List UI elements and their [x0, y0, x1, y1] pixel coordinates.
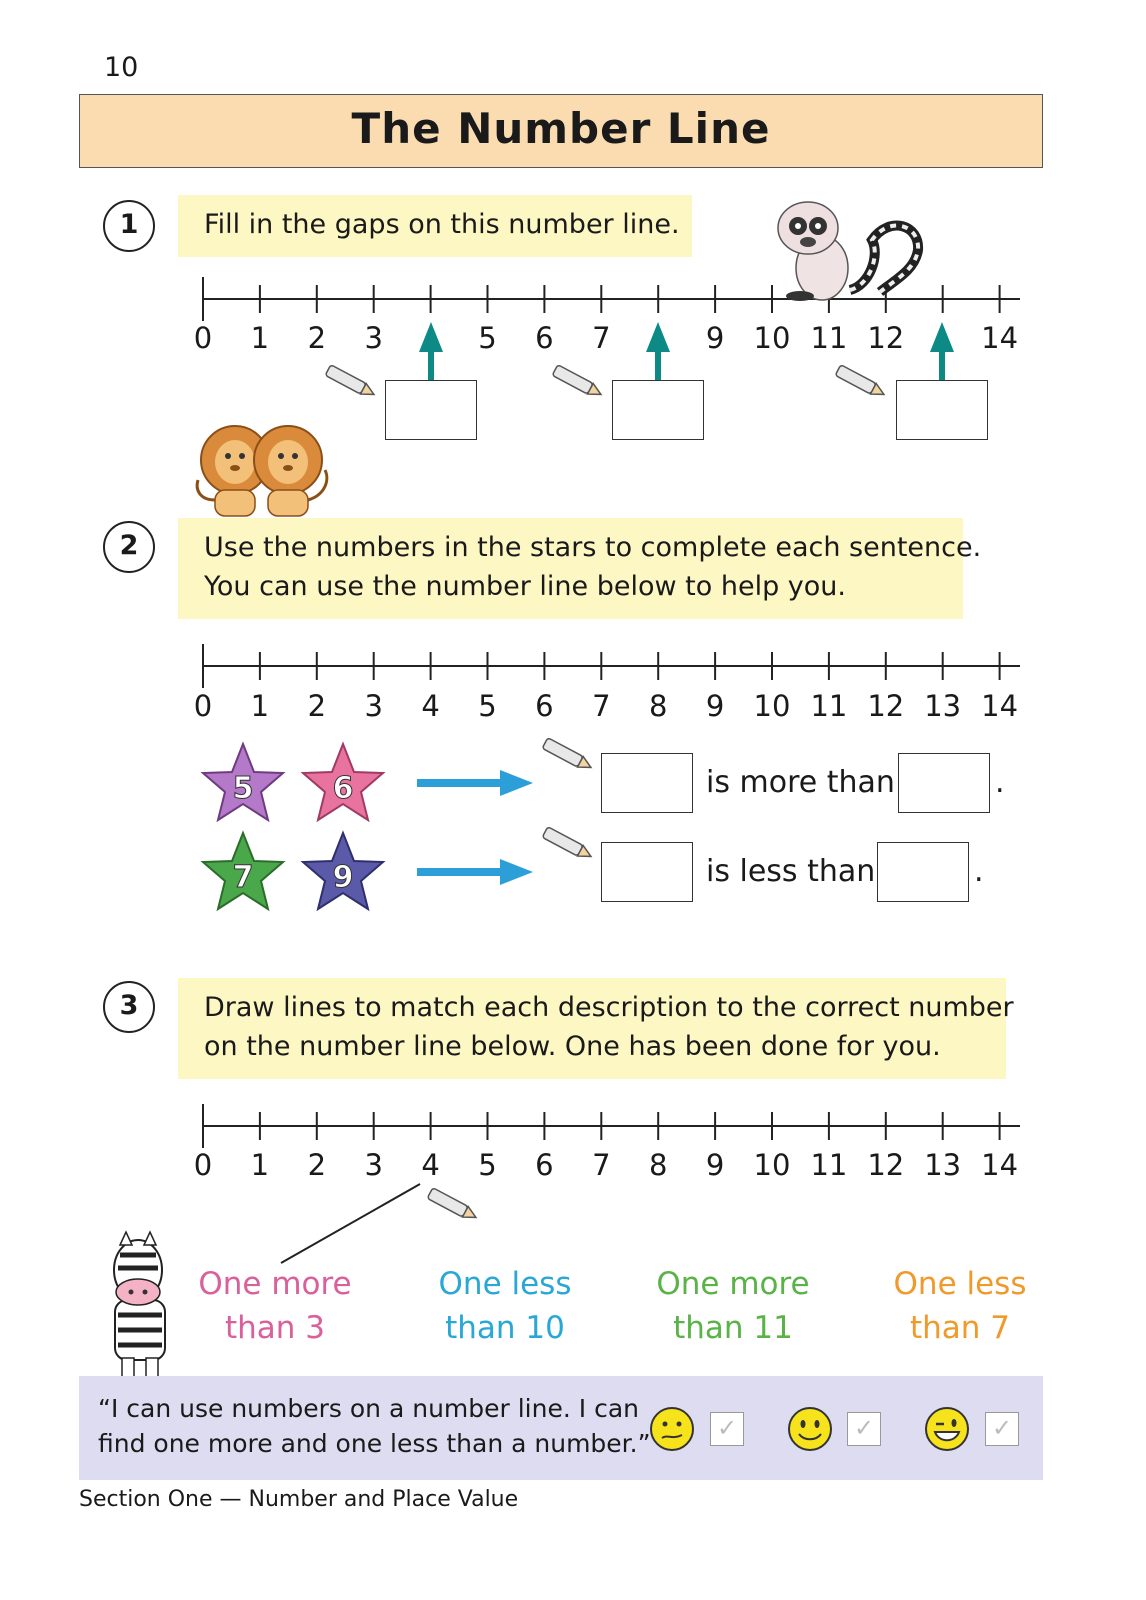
question-1-number: 1 — [103, 200, 155, 252]
tick-label: 2 — [307, 689, 327, 723]
more-than-box-2[interactable] — [898, 753, 990, 813]
tick-label: 0 — [193, 321, 213, 355]
tick-label: 3 — [364, 1148, 383, 1182]
tick-label: 0 — [193, 689, 213, 723]
tick-label: 8 — [648, 689, 668, 723]
description-line: than 3 — [224, 1310, 326, 1346]
star-label: 9 — [332, 860, 354, 895]
gap-arrow-3 — [930, 322, 954, 380]
description-line: than 7 — [909, 1310, 1011, 1346]
lion-icon — [197, 426, 327, 516]
tick-label: 9 — [705, 689, 725, 723]
tick-label: 0 — [193, 1148, 213, 1182]
pencil-icon — [542, 738, 594, 773]
tick-label: 7 — [592, 689, 611, 723]
star-7 — [203, 833, 283, 909]
tick-box-1[interactable]: ✓ — [710, 1412, 744, 1446]
pencil-icon — [552, 365, 604, 400]
stars-layer — [195, 740, 395, 920]
tick-label: 11 — [810, 689, 848, 723]
description-one-less-than-7[interactable] — [850, 1262, 1070, 1350]
tick-label: 9 — [705, 1148, 725, 1182]
page-number: 10 — [104, 52, 139, 83]
less-than-box-1[interactable] — [601, 842, 693, 902]
less-than-box-2[interactable] — [877, 842, 969, 902]
description-line: One more — [198, 1266, 352, 1302]
unsure-face-icon — [648, 1405, 708, 1455]
tick-label: 11 — [810, 1148, 848, 1182]
quote-line-2: find one more and one less than a number.” — [98, 1429, 651, 1458]
gap-answer-box-1[interactable] — [385, 380, 477, 440]
more-than-box-1[interactable] — [601, 753, 693, 813]
description-one-more-than-3[interactable] — [165, 1262, 385, 1350]
tick-label: 4 — [421, 1148, 440, 1182]
tick-label: 1 — [250, 321, 270, 355]
tick-label: 6 — [535, 689, 554, 723]
more-than-text: is more than — [706, 765, 895, 800]
tick-label: 1 — [250, 1148, 270, 1182]
sentence-end-2: . — [974, 854, 984, 889]
tick-label: 13 — [924, 1148, 962, 1182]
star-label: 5 — [232, 771, 254, 806]
gap-arrow-1 — [419, 322, 443, 380]
description-line: One more — [656, 1266, 810, 1302]
lemur-icon — [778, 202, 918, 301]
tick-label: 7 — [592, 321, 611, 355]
section-footer: Section One — Number and Place Value — [79, 1487, 519, 1512]
tick-label: 5 — [478, 689, 497, 723]
gap-answer-box-2[interactable] — [612, 380, 704, 440]
tick-label: 1 — [250, 689, 270, 723]
question-3-instruction — [178, 978, 1014, 1079]
star-9 — [303, 833, 383, 909]
less-than-text: is less than — [706, 854, 876, 889]
wink-face-icon — [923, 1405, 983, 1455]
tick-label: 3 — [364, 689, 383, 723]
tick-label: 2 — [307, 1148, 327, 1182]
star-6 — [303, 744, 383, 820]
pencil-icon — [542, 827, 594, 862]
tick-label: 9 — [705, 321, 725, 355]
question-3-text-line-1: Draw lines to match each description to the correct number — [204, 992, 1014, 1023]
description-one-less-than-10[interactable] — [395, 1262, 615, 1350]
question-3-number: 3 — [103, 981, 155, 1033]
star-5 — [203, 744, 283, 820]
star-label: 7 — [232, 860, 254, 895]
tick-label: 6 — [535, 1148, 554, 1182]
question-2-text-line-1: Use the numbers in the stars to complete each sentence. — [204, 532, 982, 563]
tick-label: 8 — [648, 1148, 668, 1182]
number-line-2 — [203, 644, 1020, 688]
arrow-right-icon — [417, 770, 533, 796]
number-line-3 — [203, 1104, 1020, 1148]
question-3-text-line-2: on the number line below. One has been done for you. — [204, 1031, 941, 1062]
tick-label: 12 — [867, 689, 905, 723]
tick-label: 5 — [478, 321, 497, 355]
smile-face-icon — [786, 1405, 846, 1455]
tick-box-2[interactable]: ✓ — [847, 1412, 881, 1446]
tick-box-3[interactable]: ✓ — [985, 1412, 1019, 1446]
description-line: One less — [438, 1266, 572, 1302]
tick-label: 10 — [753, 321, 791, 355]
pencil-icon — [835, 365, 887, 400]
pencil-icon — [325, 365, 377, 400]
tick-label: 2 — [307, 321, 327, 355]
zebra-icon — [114, 1232, 165, 1388]
star-label: 6 — [332, 771, 354, 806]
tick-label: 12 — [867, 321, 905, 355]
tick-label: 14 — [981, 689, 1019, 723]
description-line: One less — [893, 1266, 1027, 1302]
tick-label: 14 — [981, 1148, 1019, 1182]
tick-label: 13 — [924, 689, 962, 723]
question-2-number: 2 — [103, 521, 155, 573]
question-2-instruction — [178, 518, 982, 619]
question-1-text: Fill in the gaps on this number line. — [204, 209, 680, 240]
tick-label: 4 — [421, 689, 440, 723]
description-one-more-than-11[interactable] — [623, 1262, 843, 1350]
tick-label: 14 — [981, 321, 1019, 355]
self-assessment-quote — [98, 1391, 651, 1461]
tick-label: 3 — [364, 321, 383, 355]
tick-label: 10 — [753, 689, 791, 723]
tick-label: 10 — [753, 1148, 791, 1182]
gap-arrow-2 — [646, 322, 670, 380]
gap-answer-box-3[interactable] — [896, 380, 988, 440]
tick-label: 7 — [592, 1148, 611, 1182]
tick-label: 12 — [867, 1148, 905, 1182]
tick-label: 6 — [535, 321, 554, 355]
sentence-end-1: . — [995, 765, 1005, 800]
tick-label: 5 — [478, 1148, 497, 1182]
tick-label: 11 — [810, 321, 848, 355]
quote-line-1: “I can use numbers on a number line. I can — [98, 1394, 639, 1423]
question-2-text-line-2: You can use the number line below to help you. — [204, 571, 847, 602]
description-line: than 10 — [445, 1310, 565, 1346]
description-line: than 11 — [673, 1310, 793, 1346]
pencil-icon — [427, 1188, 479, 1223]
arrow-right-icon — [417, 859, 533, 885]
page-title: The Number Line — [351, 104, 771, 153]
example-match-line — [281, 1184, 420, 1263]
